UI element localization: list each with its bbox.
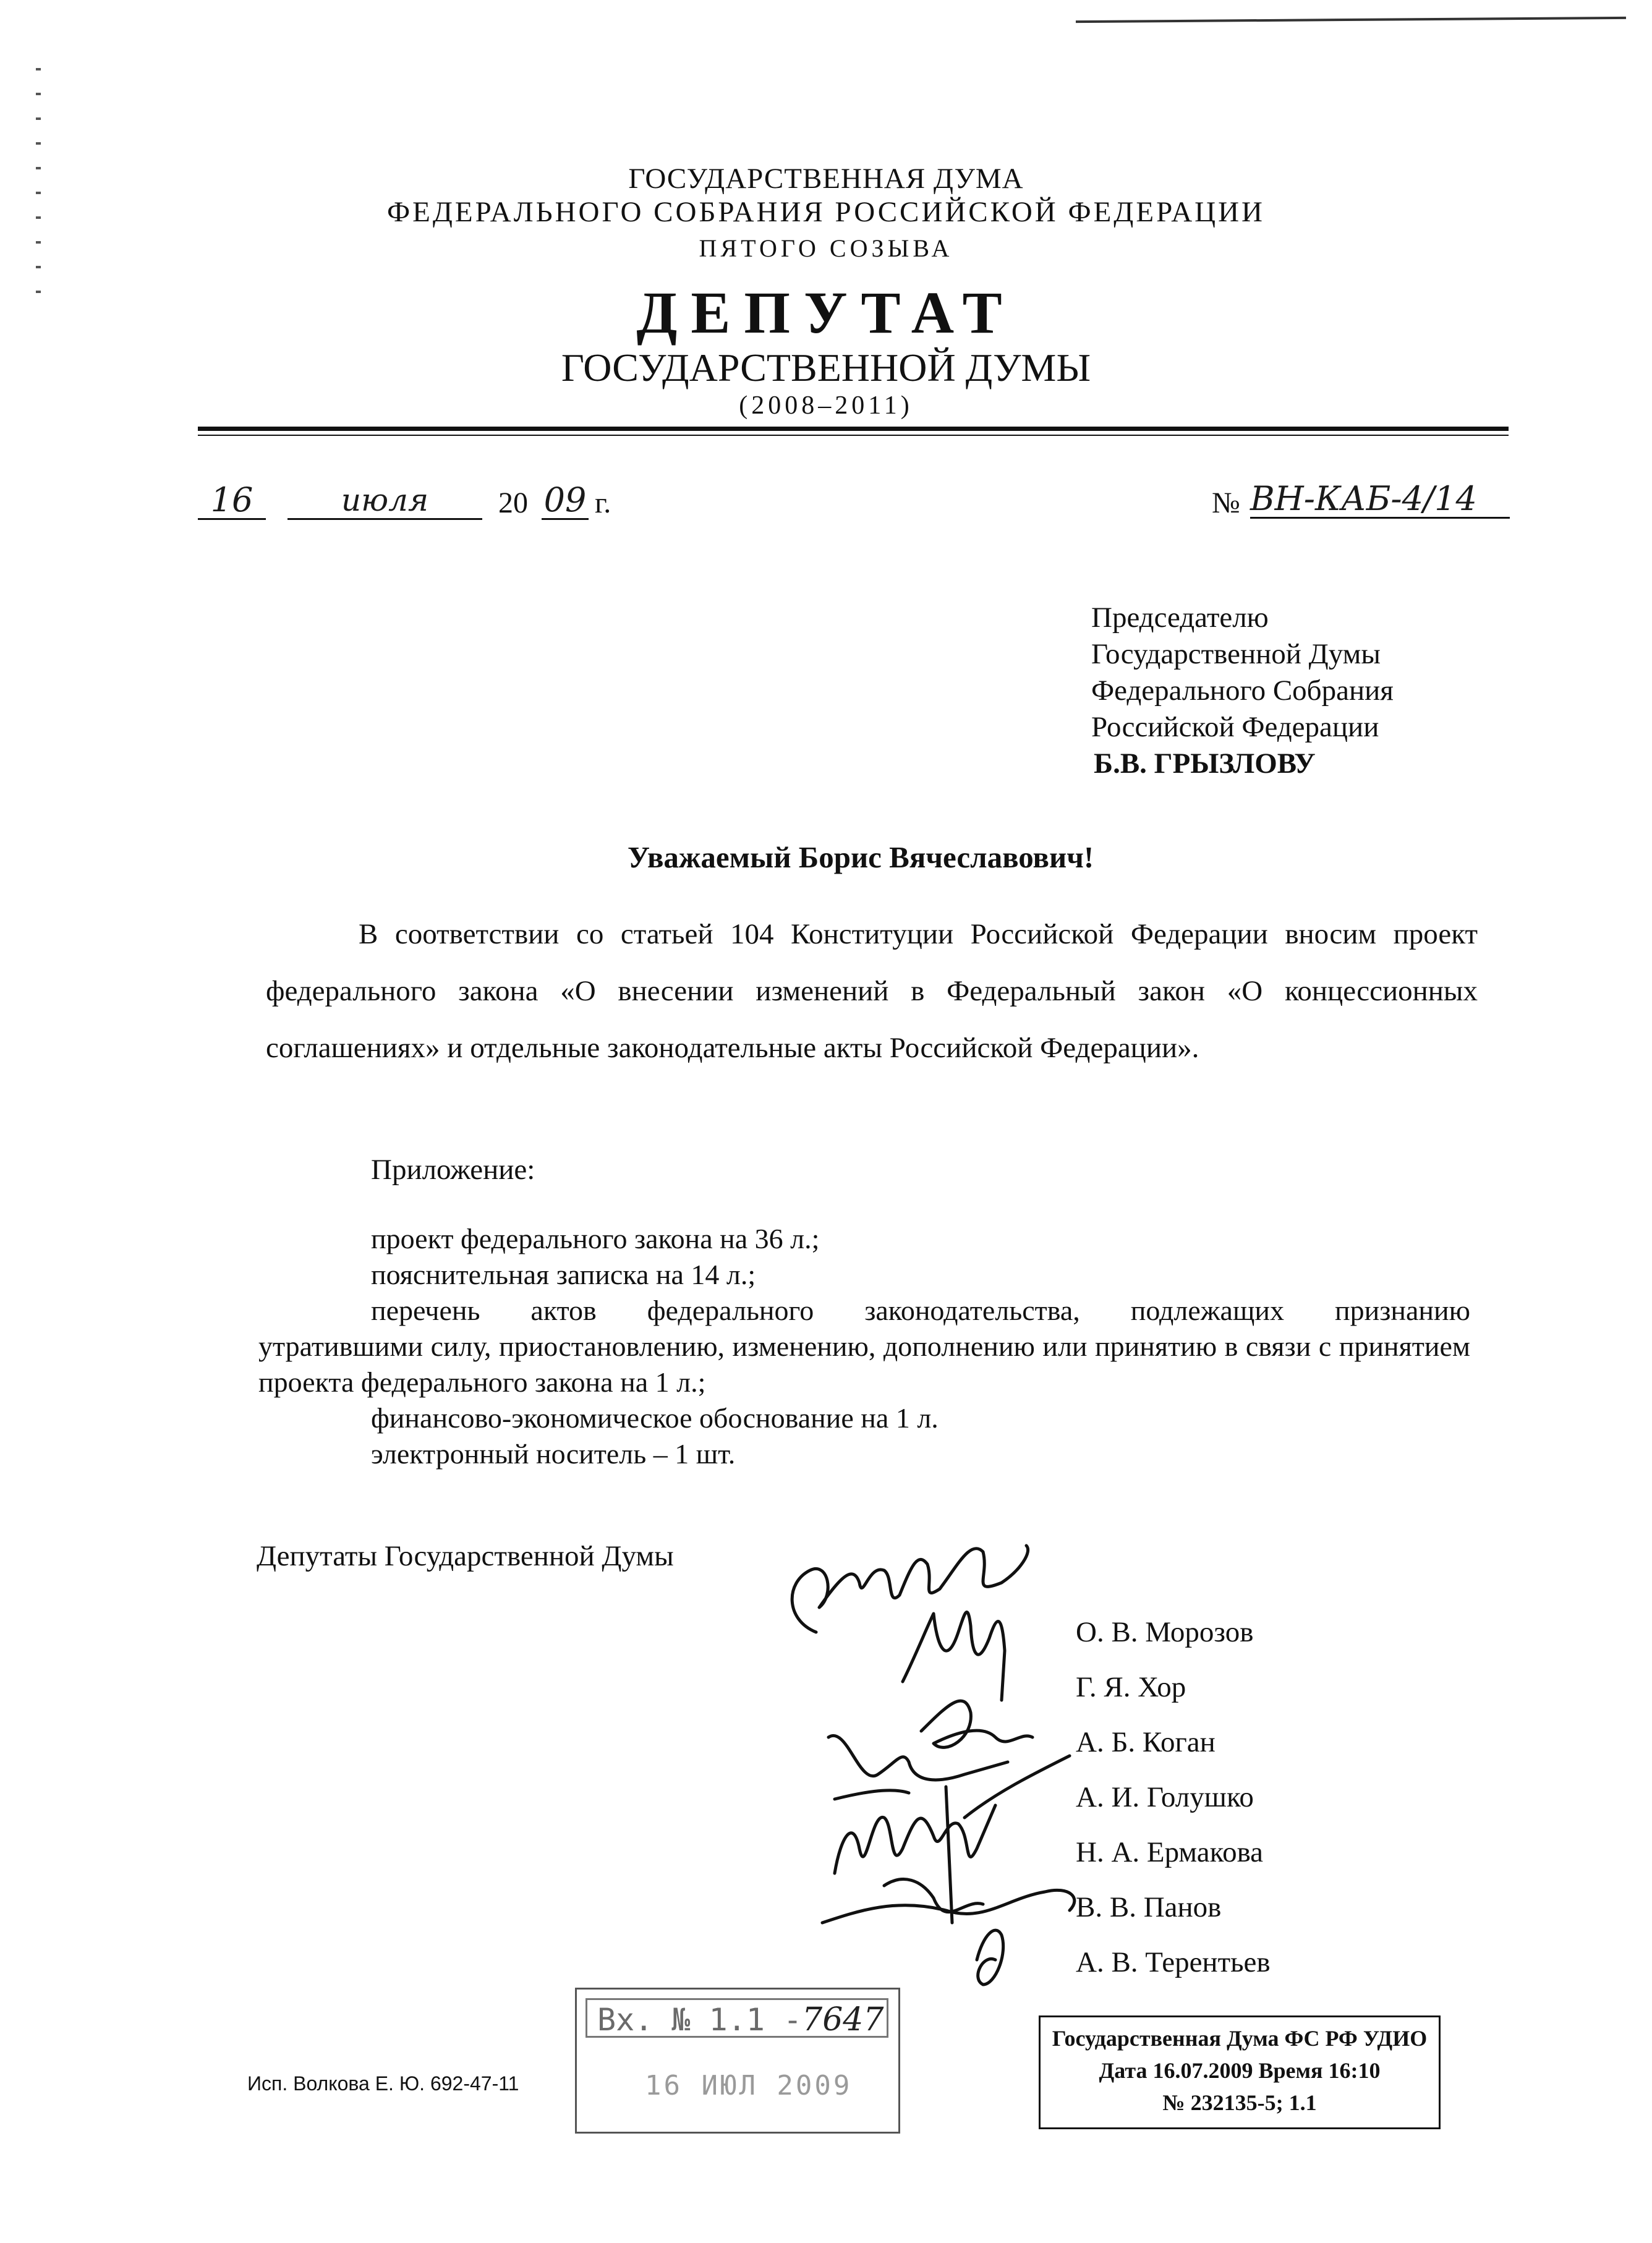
date-year-mark: г. [595, 487, 611, 519]
signatories-label: Депутаты Государственной Думы [257, 1540, 674, 1572]
scan-edge-line [1076, 17, 1626, 23]
letter-body: В соответствии со статьей 104 Конституции Российской Федерации вносим проект федерального закона «О внесении изменений в Федеральный закон «О концессионных соглашениях» и отдельные законодательные акты Российской Федерации». [266, 918, 1478, 1064]
signatory-name: А. Б. Коган [1076, 1726, 1216, 1758]
appendix-item: проект федерального закона на 36 л.; [371, 1223, 820, 1254]
letterhead-rule-thick [198, 427, 1509, 431]
letterhead-rule-thin [198, 435, 1509, 436]
reference-number [1212, 481, 1533, 524]
signatory-name: В. В. Панов [1076, 1891, 1222, 1923]
incoming-stamp [575, 1988, 900, 2134]
reference-number-value: ВН-КАБ-4/14 [1250, 481, 1510, 519]
incoming-stamp-number-box [585, 1998, 888, 2038]
appendix-item: финансово-экономическое обоснование на 1 л. [371, 1402, 939, 1434]
letterhead-term-years: (2008–2011) [739, 391, 913, 420]
addressee-line: Государственной Думы [1091, 638, 1381, 670]
signatory-name: Н. А. Ермакова [1076, 1836, 1264, 1868]
incoming-stamp-number: 7647 [802, 2001, 884, 2038]
letterhead-org-line-2: ФЕДЕРАЛЬНОГО СОБРАНИЯ РОССИЙСКОЙ ФЕДЕРАЦИИ [387, 196, 1265, 228]
signatory-name: А. И. Голушко [1076, 1781, 1254, 1813]
appendix-title: Приложение: [371, 1154, 535, 1186]
date-year-suffix: 09 [542, 482, 589, 520]
letterhead-org-line-1: ГОСУДАРСТВЕННАЯ ДУМА [628, 163, 1024, 195]
appendix-item: электронный носитель – 1 шт. [371, 1438, 736, 1470]
handwritten-signatures [760, 1527, 1082, 1997]
addressee-block [1091, 600, 1394, 782]
signatory-name: О. В. Морозов [1076, 1616, 1254, 1648]
salutation: Уважаемый Борис Вячеславович! [628, 840, 1094, 874]
date-month: июля [287, 482, 482, 520]
addressee-name: Б.В. ГРЫЗЛОВУ [1094, 747, 1316, 780]
date-year-prefix: 20 [498, 487, 528, 519]
appendix-item: перечень актов федерального законодательства, подлежащих признанию [371, 1295, 1470, 1326]
date-day: 16 [198, 482, 266, 520]
registry-stamp-line: Государственная Дума ФС РФ УДИО [1052, 2026, 1428, 2051]
addressee-line: Российской Федерации [1091, 711, 1379, 743]
addressee-line: Федерального Собрания [1091, 675, 1394, 707]
letterhead-title-deputy: ДЕПУТАТ [636, 279, 1016, 346]
appendix-item-continued: утратившими силу, приостановлению, изменению, дополнению или принятию в связи с принятием проекта федерального закона на 1 л.; [258, 1330, 1470, 1398]
letter-date [198, 482, 643, 526]
appendix-item: пояснительная записка на 14 л.; [371, 1259, 756, 1290]
letterhead-title-duma: ГОСУДАРСТВЕННОЙ ДУМЫ [561, 346, 1091, 389]
signatory-name: А. В. Терентьев [1076, 1946, 1271, 1978]
signatory-names [1076, 1605, 1271, 1990]
registry-stamp-line: № 232135-5; 1.1 [1162, 2090, 1317, 2115]
signatory-name: Г. Я. Хор [1076, 1671, 1186, 1703]
addressee-line: Председателю [1091, 602, 1269, 634]
executor-line: Исп. Волкова Е. Ю. 692-47-11 [247, 2072, 519, 2095]
registry-stamp-line: Дата 16.07.2009 Время 16:10 [1099, 2058, 1381, 2083]
letterhead-convocation: ПЯТОГО СОЗЫВА [699, 234, 953, 262]
incoming-stamp-prefix: Вх. № 1.1 - [597, 2002, 803, 2038]
incoming-stamp-date: 16 ИЮЛ 2009 [645, 2070, 853, 2101]
registry-stamp [1039, 2015, 1441, 2129]
number-sign: № [1212, 487, 1240, 519]
appendix-list [258, 1221, 1470, 1472]
